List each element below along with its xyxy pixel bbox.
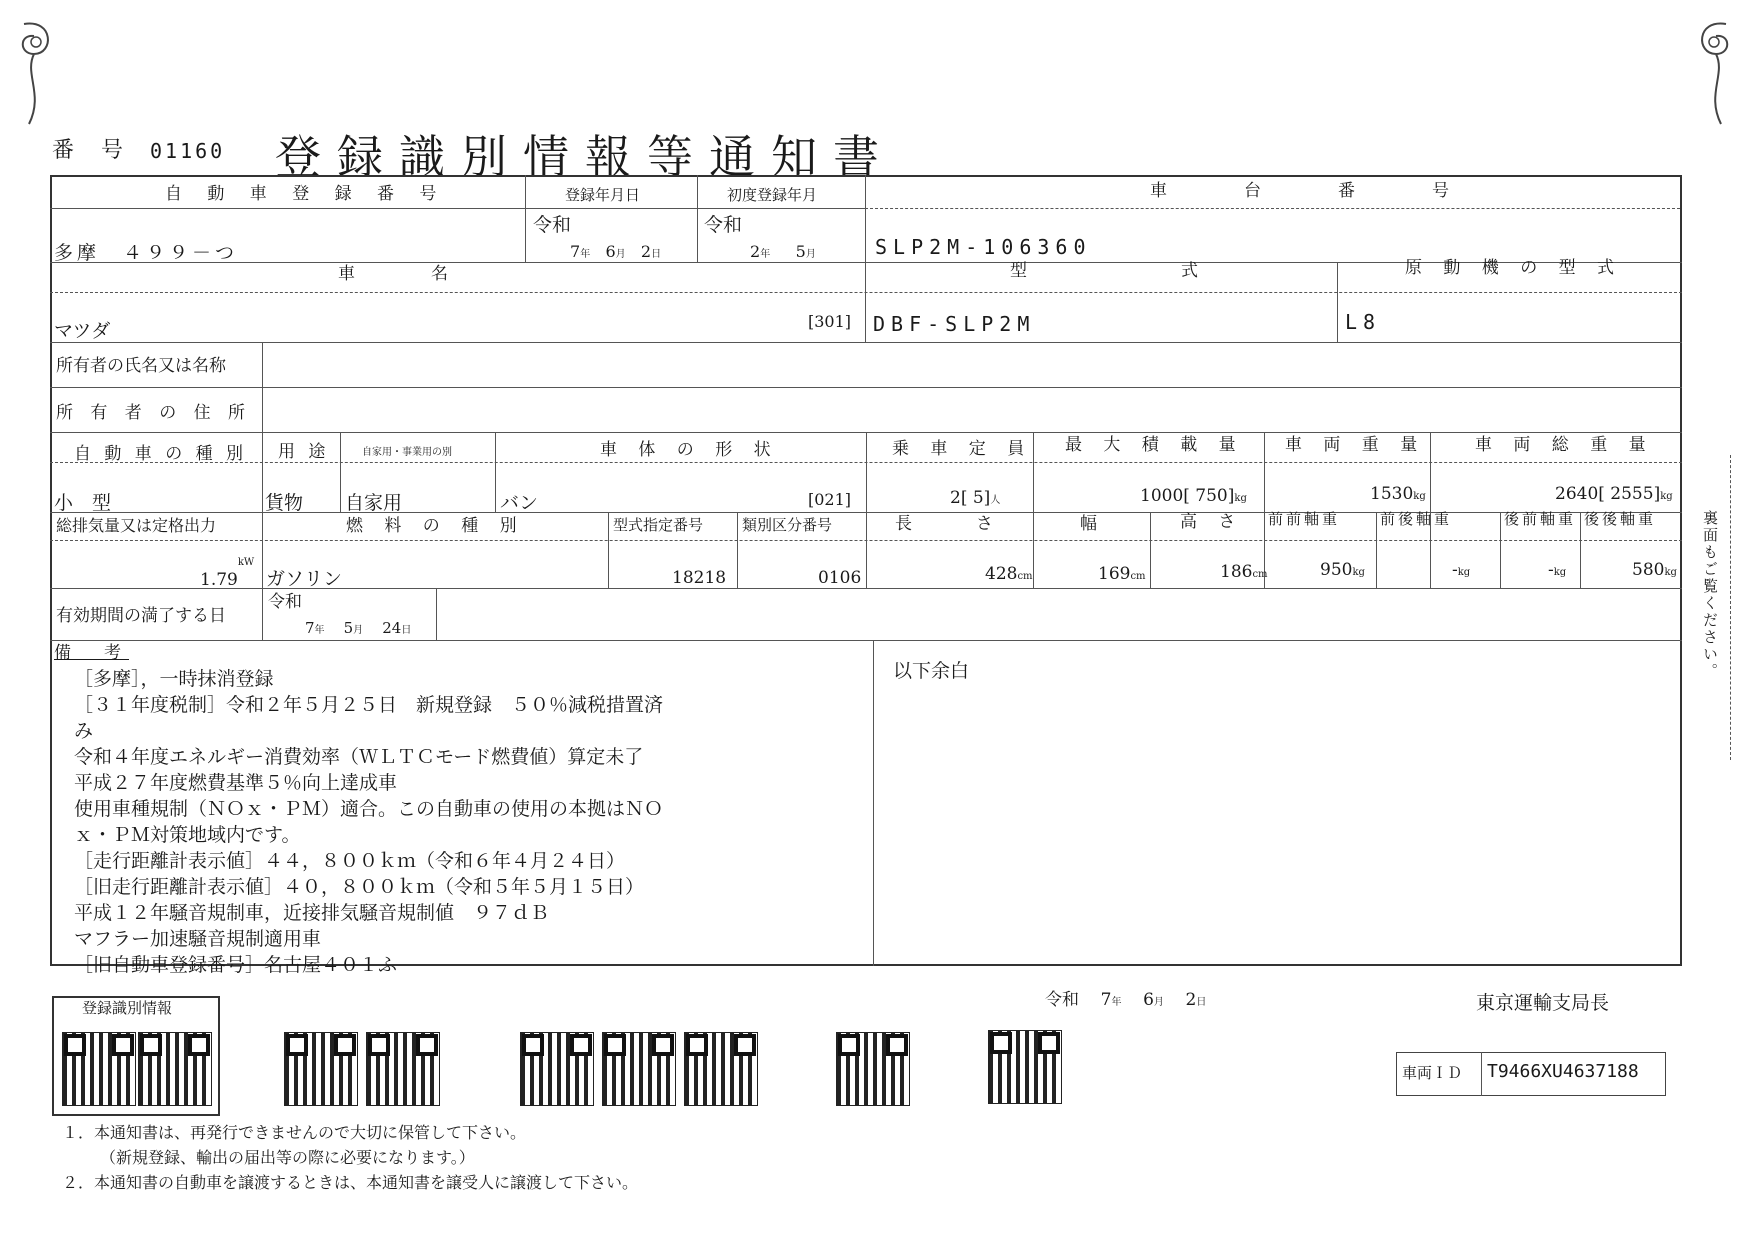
reg-era: 令和 (533, 214, 572, 236)
first-reg-era: 令和 (704, 214, 743, 236)
qr-code (520, 1032, 594, 1106)
remarks-blank-note: 以下余白 (893, 660, 970, 682)
width-value: 169cm (1098, 564, 1146, 584)
qr-code (62, 1032, 136, 1106)
expiry-era: 令和 (268, 592, 302, 612)
qr-code (366, 1032, 440, 1106)
reg-date: 7年 6月 2日 (570, 242, 662, 261)
body-shape: バン (500, 492, 539, 514)
remark-line: み (74, 720, 94, 742)
vehicle-kind-label: 自 動 車 の 種 別 (74, 444, 248, 464)
document-number: 01160 (150, 139, 226, 163)
remark-line: ｘ・ＰＭ対策地域内です。 (74, 824, 301, 846)
length-value: 428cm (985, 564, 1033, 584)
issue-date: 令和 7年 6月 2日 (1045, 990, 1207, 1010)
qr-code (602, 1032, 676, 1106)
engine-label: 原 動 機 の 型 式 (1405, 258, 1623, 278)
expiry-label: 有効期間の満了する日 (56, 606, 226, 626)
rear-rear-axle-value: 580kg (1632, 560, 1677, 580)
front-rear-axle-value: -kg (1452, 560, 1471, 580)
page-title: 登録識別情報等通知書 (275, 130, 895, 184)
remarks-lines (74, 666, 869, 978)
reg-info-label: 登録識別情報 (82, 999, 173, 1017)
model-label: 型 式 (1010, 261, 1238, 281)
issuer-name: 東京運輸支局長 (1476, 992, 1610, 1014)
displacement-value: $1.79^{kW}$ (200, 557, 255, 590)
qr-code (836, 1032, 910, 1106)
chassis-label: 車 台 番 号 (1150, 181, 1479, 201)
qr-code (138, 1032, 212, 1106)
remark-line: ［旧走行距離計表示値］４０，８００ｋｍ（令和５年５月１５日） (74, 876, 645, 898)
remark-line: 平成１２年騒音規制車，近接排気騒音規制値 ９７ｄＢ (74, 902, 550, 924)
footer-note-1: １．本通知書は、再発行できませんので大切に保管して下さい。 (62, 1123, 527, 1142)
corner-ornament-left (14, 14, 64, 134)
use-label: 用 途 (278, 442, 330, 462)
vehicle-id-label: 車両ＩＤ (1402, 1064, 1463, 1082)
remark-line: ［３１年度税制］令和２年５月２５日 新規登録 ５０％減税措置済 (74, 694, 664, 716)
vehicle-model: DBF-SLP2M (873, 312, 1036, 336)
height-value: 186cm (1220, 562, 1268, 582)
footer-note-1b: （新規登録、輸出の届出等の際に必要になります。） (100, 1148, 475, 1167)
width-label: 幅 (1080, 514, 1097, 534)
rear-rear-axle-label: 後後軸重 (1584, 510, 1657, 528)
qr-code (988, 1030, 1062, 1104)
vehicle-maker: マツダ (54, 320, 111, 342)
length-label: 長 さ (895, 514, 1003, 534)
body-shape-label: 車 体 の 形 状 (600, 440, 779, 460)
max-load-value: 1000[ 750]kg (1140, 486, 1247, 506)
remark-line: マフラー加速騒音規制適用車 (74, 928, 322, 950)
qr-code (284, 1032, 358, 1106)
footer-note-2: ２．本通知書の自動車を譲渡するときは、本通知書を譲受人に譲渡して下さい。 (62, 1173, 639, 1192)
owner-name-label: 所有者の氏名又は名称 (56, 356, 226, 376)
gross-weight-label: 車 両 総 重 量 (1475, 435, 1654, 455)
gross-weight-value: 2640[ 2555]kg (1555, 484, 1673, 504)
vehicle-weight-label: 車 両 重 量 (1285, 435, 1426, 455)
remark-line: 平成２７年度燃費基準５％向上達成車 (74, 772, 398, 794)
first-reg-date: 2年 5月 (750, 242, 816, 261)
reg-number-label: 自 動 車 登 録 番 号 (165, 184, 447, 204)
reg-number: 多摩 ４９９－つ (54, 242, 239, 264)
remark-line: ［旧自動車登録番号］名古屋４０１ふ (74, 954, 398, 976)
fuel-label: 燃 料 の 種 別 (346, 516, 525, 536)
height-label: 高 さ (1180, 512, 1244, 532)
rear-front-axle-value: -kg (1548, 560, 1567, 580)
use-value: 貨物 (265, 492, 304, 514)
private-commercial-label: 自家用・事業用の別 (362, 447, 452, 458)
first-reg-label: 初度登録年月 (727, 186, 818, 204)
type-number: 18218 (672, 568, 727, 588)
remark-line: ［多摩］，一時抹消登録 (74, 668, 274, 690)
vehicle-kind: 小 型 (54, 492, 112, 514)
side-note: 裏面もご覧ください。 (1701, 510, 1719, 680)
capacity-value: 2[ 5]人 (950, 488, 1001, 508)
type-number-label: 型式指定番号 (613, 516, 704, 534)
number-label: 番 号 (52, 138, 133, 163)
reg-date-label: 登録年月日 (565, 186, 641, 204)
capacity-label: 乗 車 定 員 (892, 439, 1033, 459)
remarks-label: 備 考 (54, 643, 129, 663)
front-front-axle-label: 前前軸重 (1268, 510, 1341, 528)
remark-line: ［走行距離計表示値］４４，８００ｋｍ（令和６年４月２４日） (74, 850, 626, 872)
remark-line: 令和４年度エネルギー消費効率（ＷＬＴＣモード燃費値）算定未了 (74, 746, 644, 768)
max-load-label: 最 大 積 載 量 (1065, 435, 1244, 455)
remark-line: 使用車種規制（ＮＯｘ・ＰＭ）適合。この自動車の使用の本拠はＮＯ (74, 798, 664, 820)
expiry-date: 7年 5月 24日 (305, 619, 412, 637)
owner-address-label: 所 有 者 の 住 所 (56, 403, 252, 423)
displacement-label: 総排気量又は定格出力 (56, 516, 217, 535)
maker-code: [301] (808, 312, 852, 331)
body-code: [021] (808, 490, 852, 509)
vehicle-weight-value: 1530kg (1370, 484, 1426, 504)
front-front-axle-value: 950kg (1320, 560, 1365, 580)
rear-front-axle-label: 後前軸重 (1504, 510, 1577, 528)
class-number-label: 類別区分番号 (742, 516, 833, 534)
engine-model: L8 (1345, 310, 1382, 334)
chassis-number: SLP2M-106360 (875, 235, 1092, 259)
front-rear-axle-label: 前後軸重 (1380, 510, 1453, 528)
fuel-value: ガソリン (266, 568, 343, 590)
vehicle-name-label: 車 名 (338, 264, 462, 284)
vehicle-id: T9466XU4637188 (1487, 1061, 1639, 1082)
private-value: 自家用 (345, 492, 403, 514)
corner-ornament-right (1686, 14, 1736, 134)
class-number: 0106 (818, 568, 862, 588)
qr-code (684, 1032, 758, 1106)
